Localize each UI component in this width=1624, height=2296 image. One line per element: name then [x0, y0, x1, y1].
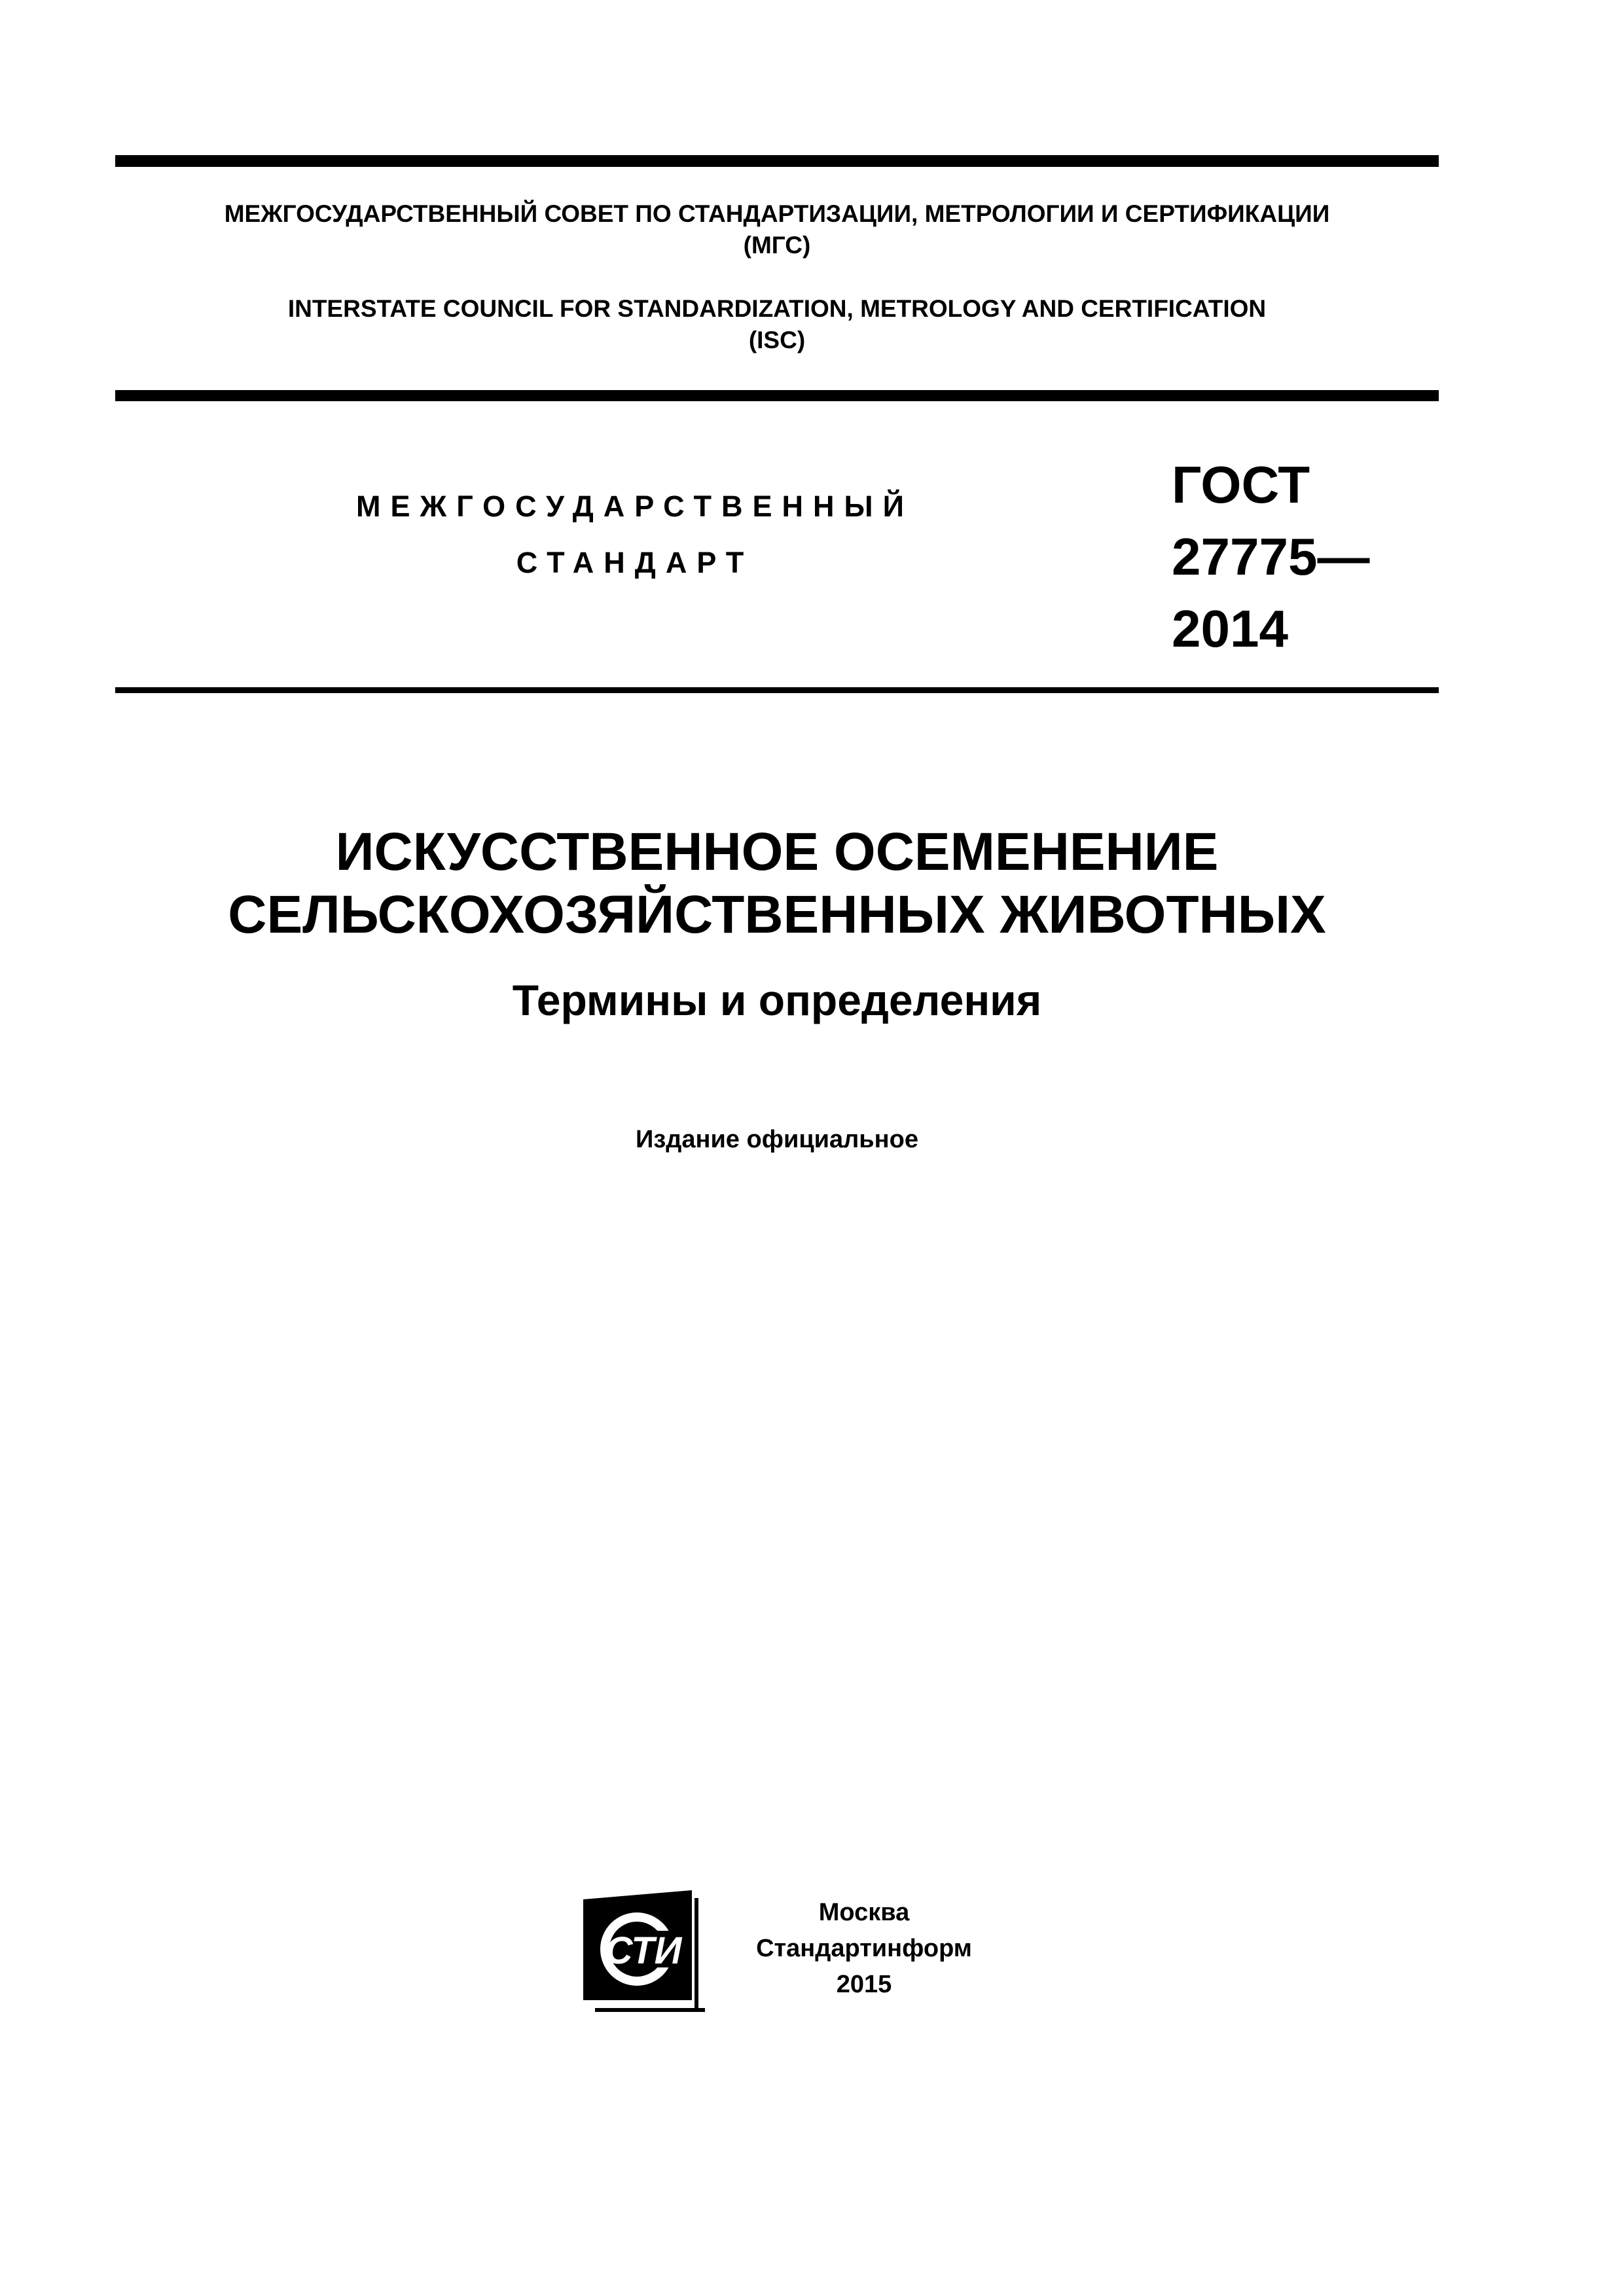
standard-type-line2: СТАНДАРТ	[516, 546, 754, 579]
document-title-line1: ИСКУССТВЕННОЕ ОСЕМЕНЕНИЕ	[335, 822, 1219, 882]
publisher-city: Москва	[818, 1899, 910, 1926]
publisher-name: Стандартинформ	[756, 1935, 972, 1962]
council-name-en-line1: INTERSTATE COUNCIL FOR STANDARDIZATION, METROLOGY AND CERTIFICATION	[287, 295, 1267, 322]
gost-number: 27775—	[1172, 528, 1370, 586]
council-abbr-ru: (МГС)	[743, 232, 811, 259]
publisher-logo	[577, 1885, 705, 2016]
council-name-ru	[115, 198, 1439, 261]
publisher-block	[720, 1895, 1008, 2003]
document-subtitle: Термины и определения	[512, 976, 1042, 1024]
document-title-line2: СЕЛЬСКОХОЗЯЙСТВЕННЫХ ЖИВОТНЫХ	[228, 885, 1326, 944]
gost-year: 2014	[1172, 600, 1288, 658]
standard-type-line1: МЕЖГОСУДАРСТВЕННЫЙ	[356, 490, 914, 523]
publisher-logo-text: СТИ	[605, 1929, 682, 1972]
gost-designation	[1172, 449, 1434, 665]
top-divider	[115, 155, 1439, 167]
middle-divider	[115, 390, 1439, 401]
council-name-ru-line1: МЕЖГОСУДАРСТВЕННЫЙ СОВЕТ ПО СТАНДАРТИЗАЦИИ, МЕТРОЛОГИИ И СЕРТИФИКАЦИИ	[224, 200, 1330, 227]
gost-prefix: ГОСТ	[1172, 456, 1310, 514]
council-abbr-en: (ISC)	[748, 327, 806, 353]
council-name-en	[115, 293, 1439, 356]
bottom-divider	[115, 687, 1439, 693]
edition-note: Издание официальное	[636, 1126, 918, 1153]
publication-year: 2015	[836, 1971, 892, 1998]
